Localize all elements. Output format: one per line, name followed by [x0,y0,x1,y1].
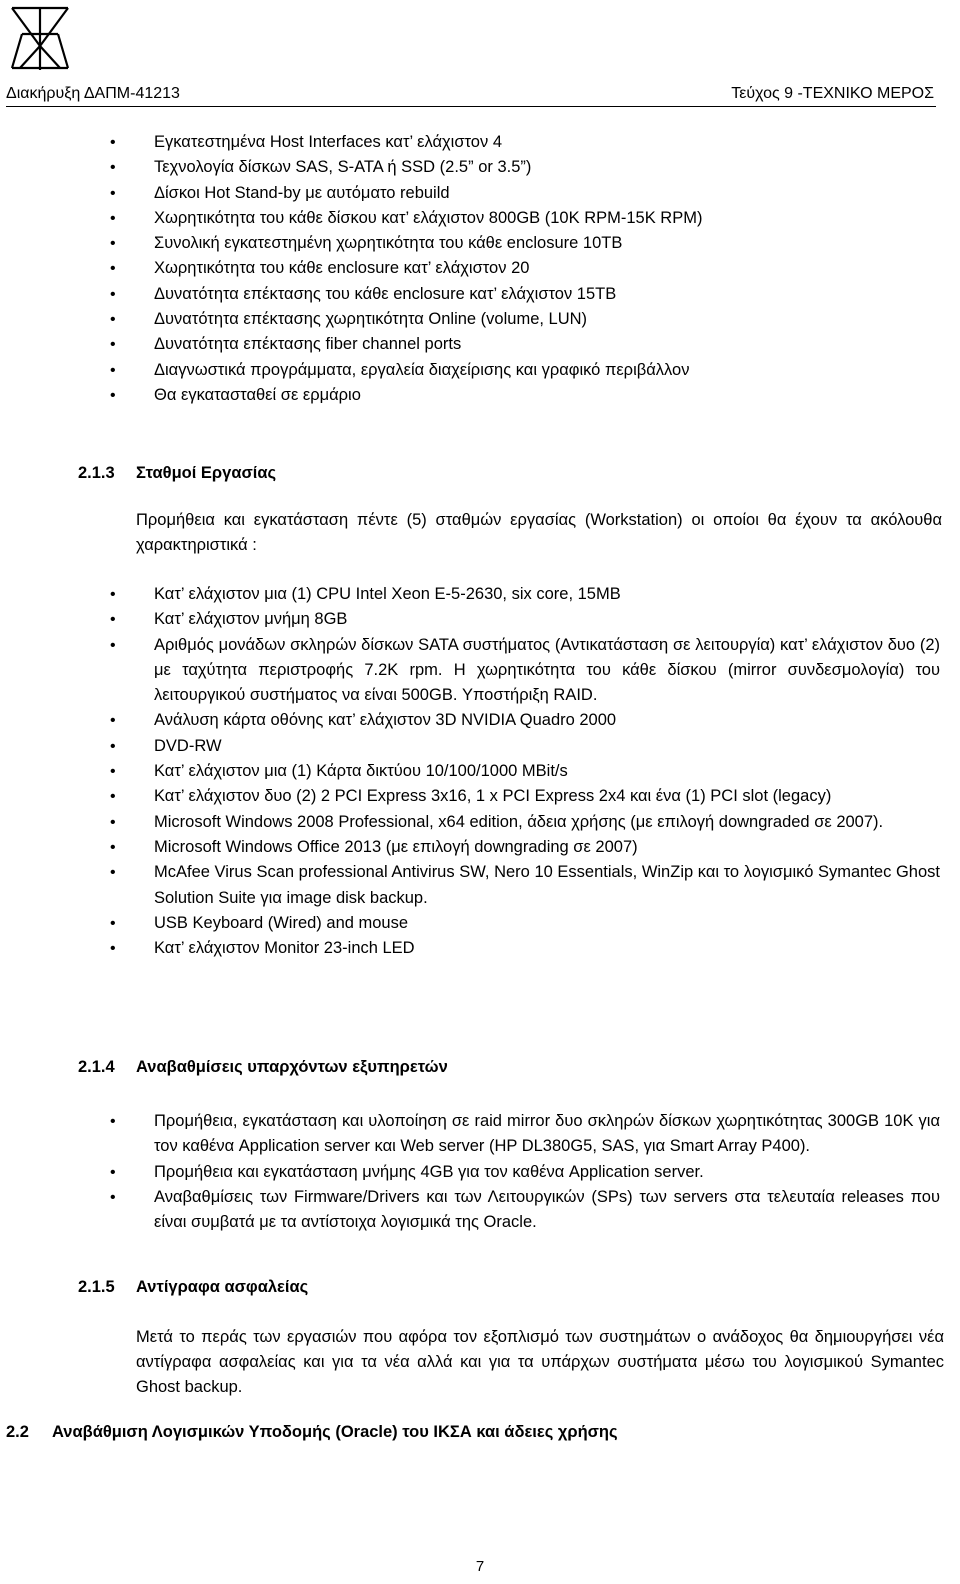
list-item: • McAfee Virus Scan professional Antivirus SW, Nero 10 Essentials, WinZip και το λογισμικό Symantec Ghost Solution Suite για image disk backup. [110,860,940,911]
list-item: • Δίσκοι Hot Stand-by με αυτόματο rebuild [110,181,940,206]
section-number: 2.1.5 [78,1278,115,1296]
section-heading-2-1-4 [78,1056,448,1078]
section-intro: Προμήθεια και εγκατάσταση πέντε (5) σταθμών εργασίας (Workstation) οι οποίοι θα έχουν τα ακόλουθα χαρακτηριστικά : [136,511,942,554]
list-item: • Κατ’ ελάχιστον μια (1) CPU Intel Xeon E-5-2630, six core, 15MB [110,582,940,607]
list-item: • Δυνατότητα επέκτασης fiber channel ports [110,332,940,357]
list-item: • Προμήθεια, εγκατάσταση και υλοποίηση σε raid mirror δυο σκληρών δίσκων χωρητικότητας 300GB 10K για τον καθένα Application server και Web server (HP DL380G5, SAS, για Smart Array P400). [110,1109,940,1160]
section-number: 2.2 [6,1423,29,1441]
list-item: • Εγκατεστημένα Host Interfaces κατ’ ελάχιστον 4 [110,130,940,155]
list-item: • Κατ’ ελάχιστον δυο (2) 2 PCI Express 3x16, 1 x PCI Express 2x4 και ένα (1) PCI slot (legacy) [110,784,940,809]
section-title: Αναβαθμίσεις υπαρχόντων εξυπηρετών [136,1058,448,1076]
list-item: • Ανάλυση κάρτα οθόνης κατ’ ελάχιστον 3D NVIDIA Quadro 2000 [110,708,940,733]
list-item: • Τεχνολογία δίσκων SAS, S-ATA ή SSD (2.5” or 3.5”) [110,155,940,180]
section-heading-2-1-5 [78,1276,308,1298]
list-item: • Microsoft Windows Office 2013 (με επιλογή downgrading σε 2007) [110,835,940,860]
list-item: • Δυνατότητα επέκτασης χωρητικότητα Online (volume, LUN) [110,307,940,332]
list-item: • Προμήθεια και εγκατάσταση μνήμης 4GB για τον καθένα Application server. [110,1160,940,1185]
list-item: • Συνολική εγκατεστημένη χωρητικότητα του κάθε enclosure 10TB [110,231,940,256]
section-title: Αναβάθμιση Λογισμικών Υποδομής (Oracle) του ΙΚΣΑ και άδειες χρήσης [52,1423,618,1441]
header-left-text: Διακήρυξη ΔΑΠΜ-41213 [6,85,180,102]
emblem-logo-icon [8,6,72,72]
list-item: • Θα εγκατασταθεί σε ερμάριο [110,383,940,408]
section-heading-2-2 [6,1421,618,1443]
list-item: • Αναβαθμίσεις των Firmware/Drivers και των Λειτουργικών (SPs) των servers στα τελευταία releases που είναι συμβατά με τα αντίστοιχα λογισμικά της Oracle. [110,1185,940,1236]
list-item: • Κατ’ ελάχιστον μια (1) Κάρτα δικτύου 10/100/1000 MBit/s [110,759,940,784]
workstation-spec-list [110,582,940,961]
list-item: • Κατ’ ελάχιστον Monitor 23-inch LED [110,936,940,961]
section-number: 2.1.3 [78,464,115,482]
section-body-text: Μετά το περάς των εργασιών που αφόρα τον εξοπλισμό των συστημάτων ο ανάδοχος θα δημιουργήσει νέα αντίγραφα ασφαλείας και για τα νέα αλλά και για τα υπάρχων συστήματα μέσω του λογισμικού Symantec Ghost backup. [136,1328,944,1396]
list-item: • Δυνατότητα επέκτασης του κάθε enclosure κατ’ ελάχιστον 15TB [110,282,940,307]
list-item: • USB Keyboard (Wired) and mouse [110,911,940,936]
list-item: • Microsoft Windows 2008 Professional, x64 edition, άδεια χρήσης (με επιλογή downgraded σε 2007). [110,810,940,835]
list-item: • Αριθμός μονάδων σκληρών δίσκων SATA συστήματος (Αντικατάσταση σε λειτουργία) κατ’ ελάχιστον δυο (2) με ταχύτητα περιστροφής 7.2K rpm. Η χωρητικότητα του κάθε δίσκου (mirror συνδεσμολογία) του λειτουργικού συστήματος να είναι 500GB. Υποστήριξη RAID. [110,633,940,709]
list-item: • Χωρητικότητα του κάθε δίσκου κατ’ ελάχιστον 800GB (10K RPM-15K RPM) [110,206,940,231]
list-item: • Κατ’ ελάχιστον μνήμη 8GB [110,607,940,632]
section-title: Αντίγραφα ασφαλείας [136,1278,309,1296]
header-divider [6,106,936,107]
section-heading-2-1-3 [78,462,276,484]
section-title: Σταθμοί Εργασίας [136,464,277,482]
header-right-text: Τεύχος 9 -ΤΕΧΝΙΚΟ ΜΕΡΟΣ [731,85,934,102]
server-upgrade-list [110,1109,940,1235]
page-number: 7 [475,1558,485,1575]
list-item: • Χωρητικότητα του κάθε enclosure κατ’ ελάχιστον 20 [110,256,940,281]
list-item: • DVD-RW [110,734,940,759]
list-item: • Διαγνωστικά προγράμματα, εργαλεία διαχείρισης και γραφικό περιβάλλον [110,358,940,383]
storage-spec-list [110,130,940,408]
section-number: 2.1.4 [78,1058,115,1076]
